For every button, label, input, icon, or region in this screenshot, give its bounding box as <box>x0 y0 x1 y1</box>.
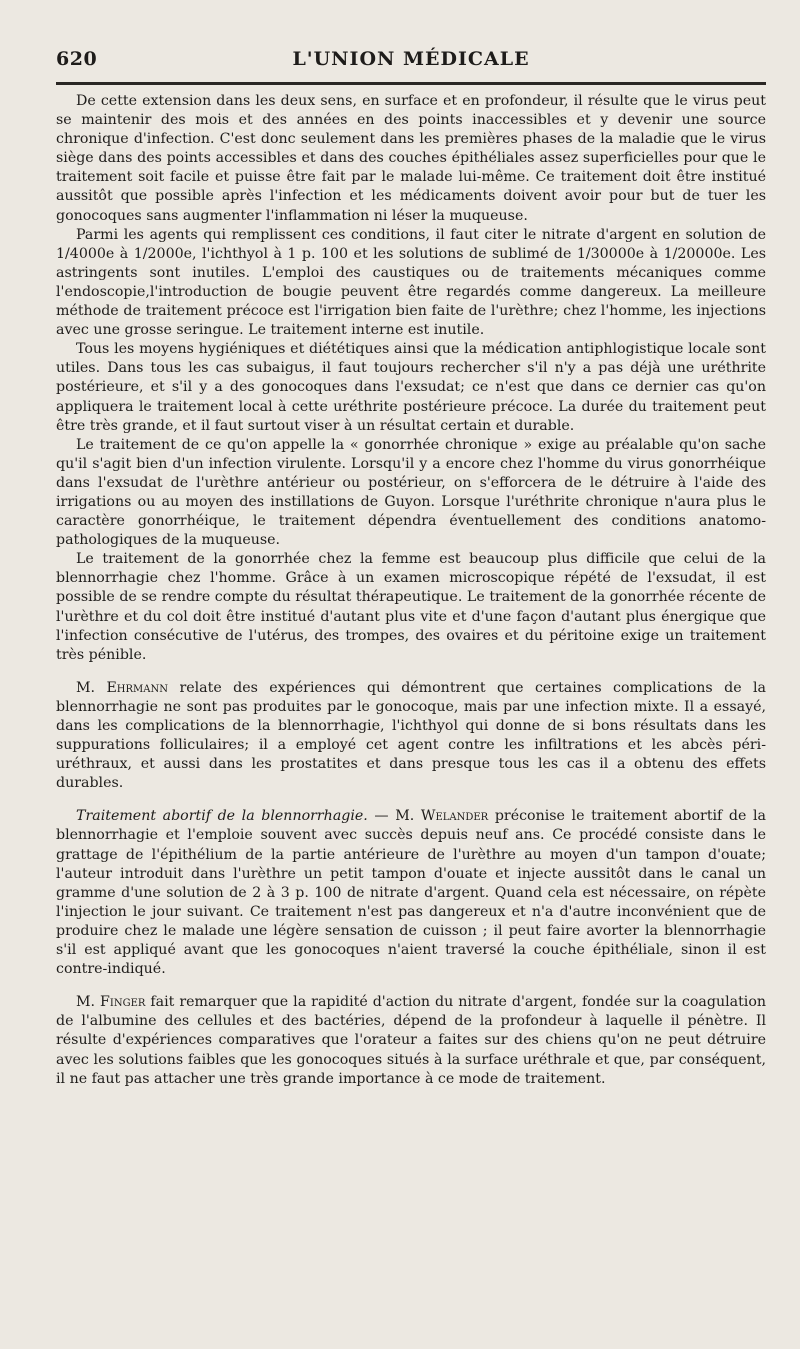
paragraph <box>56 92 766 226</box>
paragraph <box>56 340 766 435</box>
header-rule <box>56 82 766 85</box>
paragraph-welander <box>56 807 766 979</box>
paragraph <box>56 550 766 665</box>
journal-title: L'UNION MÉDICALE <box>292 48 530 70</box>
article-body <box>56 92 766 1089</box>
section-gap <box>56 665 766 679</box>
running-header <box>56 48 766 74</box>
paragraph-text: relate des expériences qui démontrent que certaines complications de la blennorrhagie ne sont pas produites par le gonocoque, mais par une infection mixte. Il a essayé, dans les complications de la blennorrhagie, l'ichthyol qui donne de si bons résultats dans les suppurations folliculaires; il a employé cet agent contre les infiltrations et les abcès péri-uréthraux, et aussi dans les prostatites et dans presque tous les cas il a obtenu des effets durables. <box>56 679 766 792</box>
paragraph-text: Tous les moyens hygiéniques et diététiques ainsi que la médication antiphlogistique locale sont utiles. Dans tous les cas subaigus, il faut toujours rechercher s'il n'y a pas déjà une uréthrite postérieure, et s'il y a des gonocoques dans l'exsudat; ce n'est que dans ce dernier cas qu'on appliquera le traitement local à cette uréthrite postérieure précoce. La durée du traitement peut être très grande, et il faut surtout viser à un résultat certain et durable. <box>56 341 766 434</box>
section-gap <box>56 793 766 807</box>
paragraph-finger <box>56 993 766 1088</box>
section-gap <box>56 979 766 993</box>
paragraph <box>56 226 766 341</box>
paragraph-text: Parmi les agents qui remplissent ces conditions, il faut citer le nitrate d'argent en solution de 1/4000e à 1/2000e, l'ichthyol à 1 p. 100 et les solutions de sublimé de 1/30000e à 1/20000e. Les astringents sont inutiles. L'emploi des caustiques ou de traitements mécaniques comme l'endoscopie,l'introduction de bougie peuvent être regardés comme dangereux. La meilleure méthode de traitement précoce est l'irrigation bien faite de l'urèthre; chez l'homme, les injections avec une grosse seringue. Le traitement interne est inutile. <box>56 226 766 339</box>
section-heading: Traitement abortif de la blennorrhagie. <box>76 808 368 825</box>
paragraph-text: fait remarquer que la rapidité d'action du nitrate d'argent, fondée sur la coagulation de l'albumine des cellules et des bactéries, dépend de la profondeur à laquelle il pénètre. Il résulte d'expériences comparatives que l'orateur a faites sur des chiens qu'on ne peut détruire avec les solutions faibles que les gonocoques situés à la surface uréthrale et que, par conséquent, il ne faut pas attacher une très grande importance à ce mode de traitement. <box>56 994 767 1087</box>
paragraph-text: préconise le traitement abortif de la blennorrhagie et l'emploie souvent avec succès depuis neuf ans. Ce procédé consiste dans le grattage de l'épithélium de la partie antérieure de l'urèthre au moyen d'un tampon d'ouate; l'auteur introduit dans l'urèthre un petit tampon d'ouate et injecte aussitôt dans le canal un gramme d'une solution de 2 à 3 p. 100 de nitrate d'argent. Quand cela est nécessaire, on répète l'injection le jour suivant. Ce traitement n'est pas dangereux et n'a d'autre inconvénient que de produire chez le malade une légère sensation de cuisson ; il peut faire avorter la blennorrhagie s'il est appliqué avant que les gonocoques n'aient traversé la couche épithéliale, sinon il est contre-indiqué. <box>56 808 766 978</box>
speaker-prefix: M. <box>76 994 101 1011</box>
paragraph <box>56 436 766 551</box>
speaker-prefix: — M. <box>367 808 421 825</box>
speaker-name: Finger <box>100 994 146 1011</box>
page-number: 620 <box>56 48 98 70</box>
speaker-name: Ehrmann <box>106 679 169 696</box>
paragraph-text: Le traitement de ce qu'on appelle la « gonorrhée chronique » exige au préalable qu'on sache qu'il s'agit bien d'un infection virulente. Lorsqu'il y a encore chez l'homme du virus gonorrhéique dans l'exsudat de l'urèthre antérieur ou postérieur, on s'efforcera de le détruire à l'aide des irrigations ou au moyen des instillations de Guyon. Lorsque l'uréthrite chronique n'aura plus le caractère gonorrhéique, le traitement dépendra éventuellement des conditions anatomo-pathologiques de la muqueuse. <box>56 436 766 549</box>
paragraph-text: De cette extension dans les deux sens, en surface et en profondeur, il résulte que le virus peut se maintenir des mois et des années en des points inaccessibles et y devenir une source chronique d'infection. C'est donc seulement dans les premières phases de la maladie que le virus siège dans des points accessibles et dans des couches épithéliales assez superficielles pour que le traitement soit facile et puisse être fait par le malade lui-même. Ce traitement doit être institué aussitôt que possible après l'infection et les médicaments doivent avoir pour but de tuer les gonocoques sans augmenter l'inflammation ni léser la muqueuse. <box>56 93 766 224</box>
paragraph-ehrmann <box>56 679 766 794</box>
paragraph-text: Le traitement de la gonorrhée chez la femme est beaucoup plus difficile que celui de la blennorrhagie chez l'homme. Grâce à un examen microscopique répété de l'exsudat, il est possible de se rendre compte du résultat thérapeutique. Le traitement de la gonorrhée récente de l'urèthre et du col doit être institué d'autant plus vite et d'une façon d'autant plus énergique que l'infection consécutive de l'utérus, des trompes, des ovaires et du péritoine exige un traitement très pénible. <box>56 551 766 663</box>
speaker-prefix: M. <box>76 679 107 696</box>
speaker-name: Welander <box>420 808 489 825</box>
